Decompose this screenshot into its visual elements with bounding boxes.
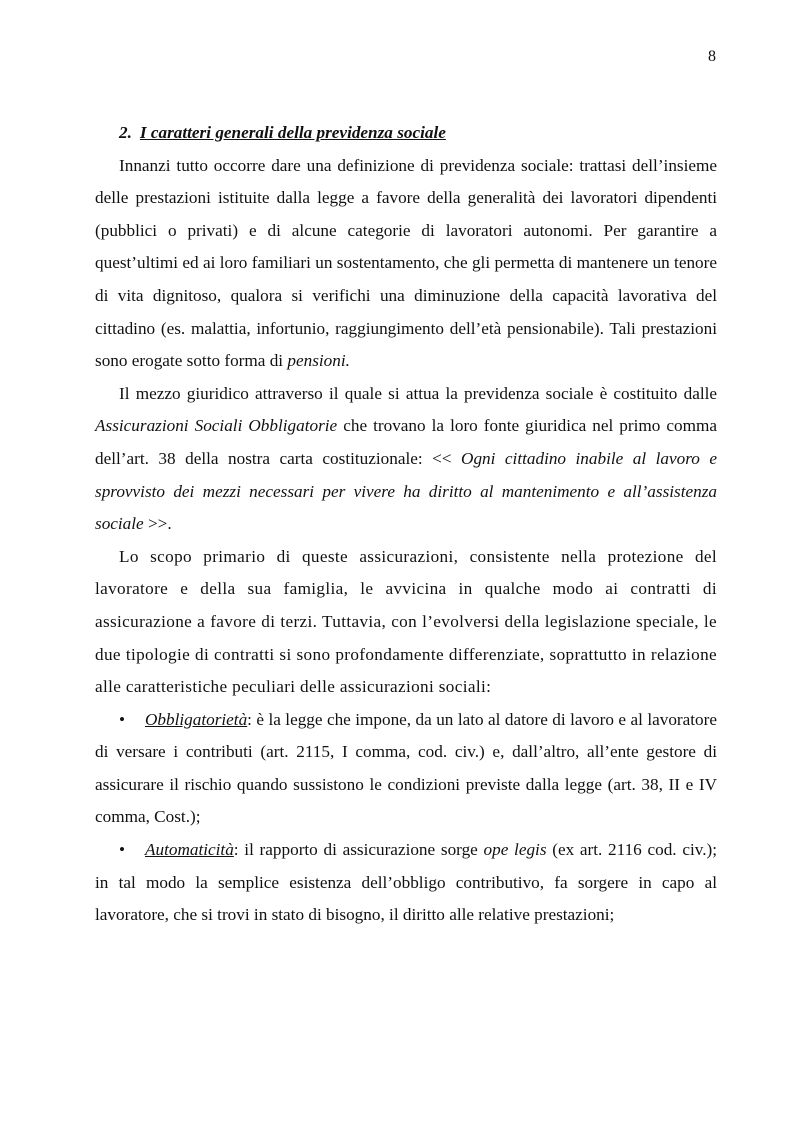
section-title: I caratteri generali della previdenza sociale <box>139 123 446 142</box>
bullet-term: Obbligatorietà <box>145 709 248 729</box>
bullet-text: (ex art. 2116 cod. civ.); in tal modo la semplice esistenza dell’obbligo contributivo, fa sorgere in capo al lavoratore, che si trovi in stato di bisogno, il diritto alle relative prestazioni; <box>95 840 717 925</box>
bullet-term: Automaticità <box>145 840 234 860</box>
page-number: 8 <box>708 48 716 65</box>
bullet-icon: • <box>119 840 126 860</box>
bullet-icon: • <box>119 709 126 729</box>
paragraph-definition <box>95 150 717 378</box>
bullet-text: : il rapporto di assicurazione sorge <box>233 840 484 860</box>
bullet-item <box>95 834 717 932</box>
italic-term: pensioni. <box>287 351 350 371</box>
bullet-text: : è la legge che impone, da un lato al datore di lavoro e al lavoratore di versare i contributi (art. 2115, I comma, cod. civ.) e, dall’altro, all’ente gestore di assicurare il rischio quando sussistono le condizioni previste dalla legge (art. 38, II e IV comma, Cost.); <box>95 709 717 827</box>
paragraph-legal-basis <box>95 378 717 541</box>
paragraph-text: Innanzi tutto occorre dare una definizione di previdenza sociale: trattasi dell’insieme delle prestazioni istituite dalla legge a favore della generalità dei lavoratori dipendenti (pubblici o privati) e di alcune categorie di lavoratori autonomi. Per garantire a quest’ultimi ed ai loro familiari un sostentamento, che gli permetta di mantenere un tenore di vita dignitoso, qualora si verifichi una diminuzione della capacità lavorativa del cittadino (es. malattia, infortunio, raggiungimento dell’età pensionabile). Tali prestazioni sono erogate sotto forma di <box>95 155 717 371</box>
paragraph-text: che trovano la loro fonte giuridica nel primo comma dell’art. 38 della nostra carta costituzionale: << <box>95 416 717 468</box>
section-number: 2. <box>119 123 132 142</box>
italic-term: Assicurazioni Sociali Obbligatorie <box>95 416 338 436</box>
constitution-quote: Ogni cittadino inabile al lavoro e sprovvisto dei mezzi necessari per vivere ha diritto al mantenimento e all’assistenza sociale <box>95 448 718 534</box>
page-body <box>95 117 717 932</box>
italic-term: ope legis <box>483 840 547 860</box>
paragraph-text: >>. <box>143 514 172 534</box>
paragraph-text: Lo scopo primario di queste assicurazioni, consistente nella protezione del lavoratore e della sua famiglia, le avvicina in qualche modo ai contratti di assicurazione a favore di terzi. Tuttavia, con l’evolversi della legislazione speciale, le due tipologie di contratti si sono profondamente differenziate, soprattutto in relazione alle caratteristiche peculiari delle assicurazioni sociali: <box>95 546 717 697</box>
paragraph-text: Il mezzo giuridico attraverso il quale si attua la previdenza sociale è costituito dalle <box>119 383 717 403</box>
bullet-item <box>95 704 717 834</box>
paragraph-purpose <box>95 541 717 704</box>
section-heading <box>95 117 717 150</box>
